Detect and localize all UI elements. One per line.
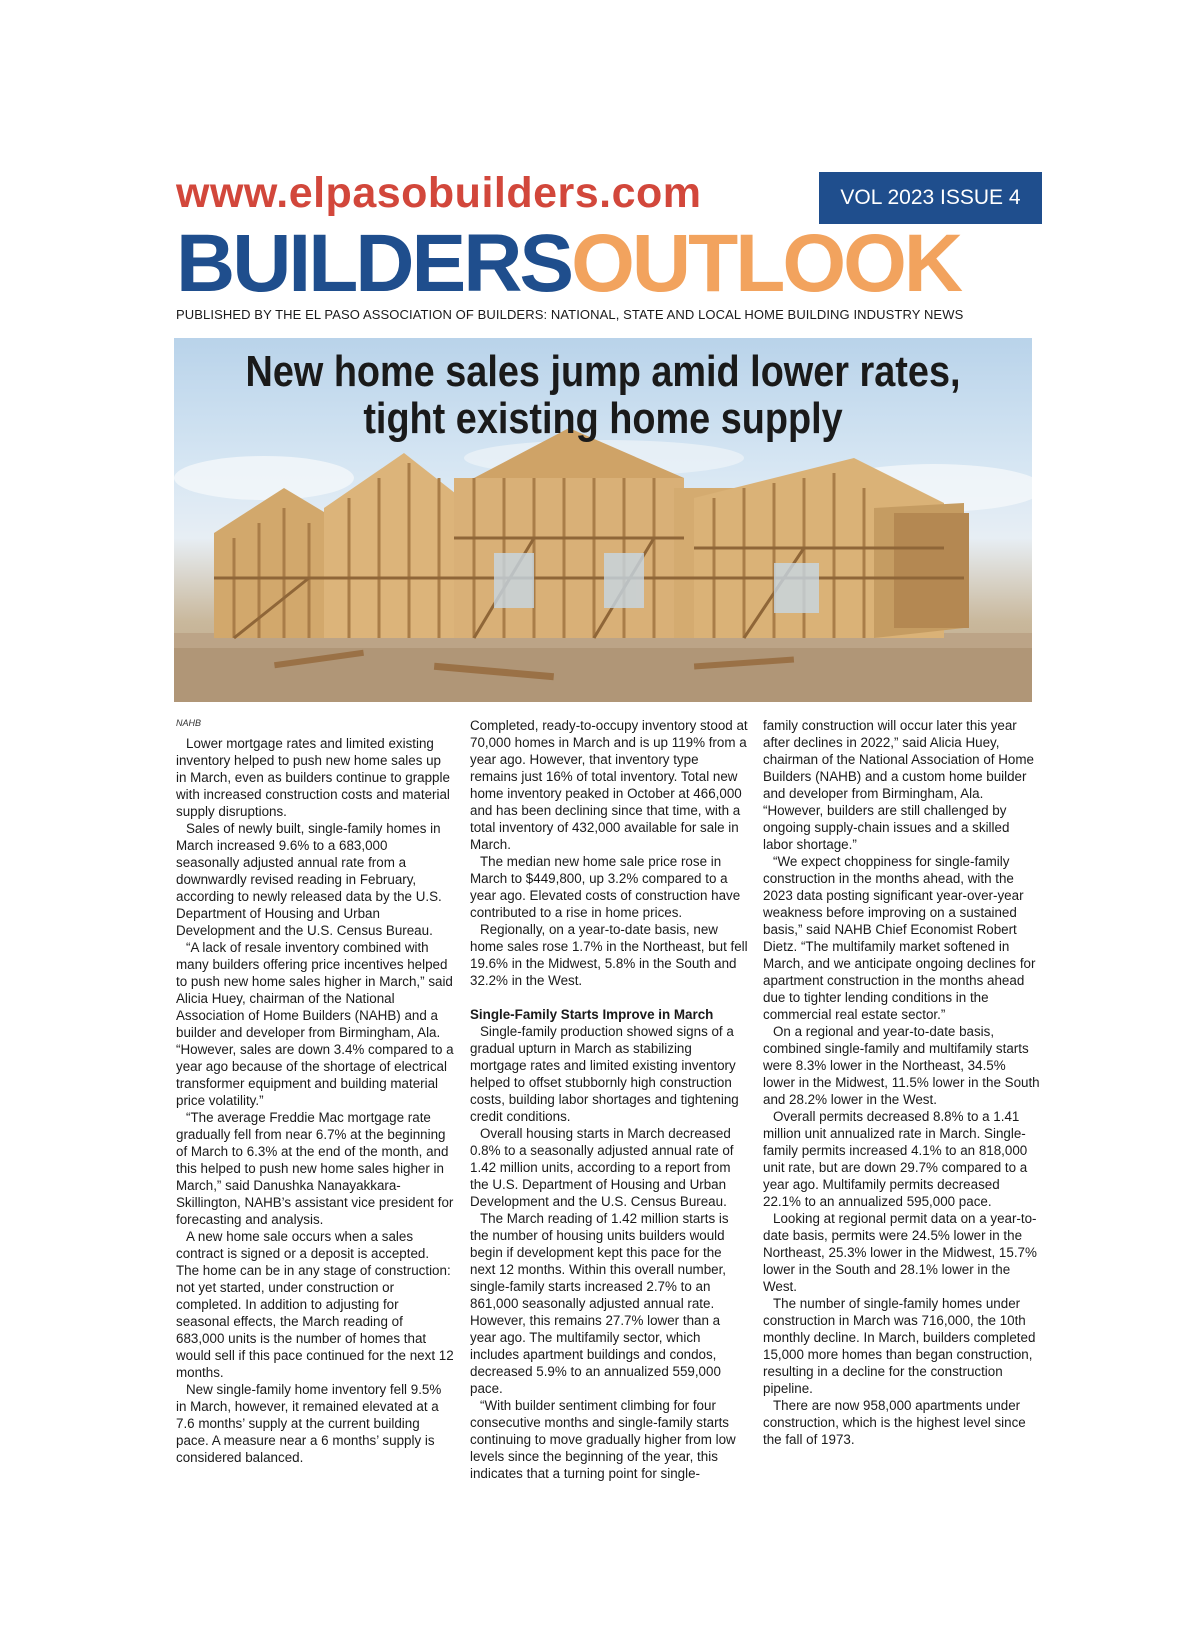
paragraph: “The average Freddie Mac mortgage rate gradually fell from near 6.7% at the beginning of March to 6.3% at the end of the month, and this helped to push new home sales higher in March,” said Danushka Nanayakkara-Skillington, NAHB’s assistant vice president for forecasting and analysis. [176, 1110, 454, 1227]
hero-image [174, 338, 1032, 702]
paragraph: New single-family home inventory fell 9.5% in March, however, it remained elevated at a 7.6 months’ supply at the current building pace. A measure near a 6 months’ supply is considered balanced. [176, 1382, 442, 1465]
paragraph: Overall housing starts in March decreased 0.8% to a seasonally adjusted annual rate of 1.42 million units, according to a report from the U.S. Department of Housing and Urban Development and the U.S. Census Bureau. [470, 1126, 734, 1209]
paragraph: The median new home sale price rose in March to $449,800, up 3.2% compared to a year ago. Elevated costs of construction have contributed to a rise in home prices. [470, 854, 741, 920]
paragraph: Lower mortgage rates and limited existing inventory helped to push new home sales up in March, even as builders continue to grapple with increased construction costs and material supply disruptions. [176, 736, 450, 819]
paragraph: A new home sale occurs when a sales contract is signed or a deposit is accepted. The home can be in any stage of construction: not yet started, under construction or completed. In addition to adjusting for seasonal effects, the March reading of 683,000 units is the number of homes that would sell if this pace continued for the next 12 months. [176, 1229, 454, 1380]
paragraph: Regionally, on a year-to-date basis, new home sales rose 1.7% in the Northeast, but fell 19.6% in the Midwest, 5.8% in the South and 32.2% in the West. [470, 922, 748, 988]
paragraph: On a regional and year-to-date basis, combined single-family and multifamily starts were 8.3% lower in the Northeast, 34.5% lower in the Midwest, 11.5% lower in the South and 28.2% lower in the West. [763, 1024, 1040, 1107]
paragraph: “A lack of resale inventory combined with many builders offering price incentives helped to push new home sales higher in March,” said Alicia Huey, chairman of the National Association of Home Builders (NAHB) and a builder and developer from Birmingham, Ala. “However, sales are down 3.4% compared to a year ago because of the shortage of electrical transformer equipment and building material price volatility.” [176, 940, 454, 1108]
masthead-builders: BUILDERS [176, 218, 572, 309]
headline-line-2: tight existing home supply [363, 394, 843, 443]
publisher-tagline: PUBLISHED BY THE EL PASO ASSOCIATION OF BUILDERS: NATIONAL, STATE AND LOCAL HOME BUILDING INDUSTRY NEWS [176, 307, 964, 322]
headline-line-1: New home sales jump amid lower rates, [245, 347, 961, 396]
paragraph: Looking at regional permit data on a year-to-date basis, permits were 24.5% lower in the Northeast, 25.3% lower in the Midwest, 15.7% lower in the South and 28.1% lower in the West. [763, 1211, 1037, 1294]
masthead-logo [176, 218, 961, 309]
section-subhead: Single-Family Starts Improve in March [470, 1007, 714, 1022]
paragraph: Sales of newly built, single-family homes in March increased 9.6% to a 683,000 seasonally adjusted annual rate from a downwardly revised reading in February, according to newly released data by the U.S. Department of Housing and Urban Development and the U.S. Census Bureau. [176, 821, 442, 938]
paragraph: Single-family production showed signs of a gradual upturn in March as stabilizing mortgage rates and limited existing inventory helped to offset stubbornly high construction costs, building labor shortages and tightening credit conditions. [470, 1024, 739, 1124]
article-column-1 [176, 735, 454, 1466]
article-column-2 [470, 717, 748, 1482]
paragraph: The number of single-family homes under construction in March was 716,000, the 10th monthly decline. In March, builders completed 15,000 more homes than began construction, resulting in a decline for the construction pipeline. [763, 1296, 1036, 1396]
paragraph: “We expect choppiness for single-family construction in the months ahead, with the 2023 data posting significant year-over-year weakness before improving on a sustained basis,” said NAHB Chief Economist Robert Dietz. “The multifamily market softened in March, and we anticipate ongoing declines for apartment construction in the months ahead due to tighter lending conditions in the commercial real estate sector.” [763, 854, 1036, 1022]
paragraph: The March reading of 1.42 million starts is the number of housing units builders would begin if development kept this pace for the next 12 months. Within this overall number, single-family starts increased 2.7% to an 861,000 seasonally adjusted annual rate. However, this remains 27.7% lower than a year ago. The multifamily sector, which includes apartment buildings and condos, decreased 5.9% to an annualized 559,000 pace. [470, 1211, 729, 1396]
issue-badge: VOL 2023 ISSUE 4 [819, 172, 1042, 224]
paragraph: “With builder sentiment climbing for four consecutive months and single-family starts continuing to move gradually higher from low levels since the beginning of the year, this indicates that a turning point for single- [470, 1398, 736, 1481]
paragraph: Overall permits decreased 8.8% to a 1.41 million unit annualized rate in March. Single-family permits increased 4.1% to an 818,000 unit rate, but are down 29.7% compared to a year ago. Multifamily permits decreased 22.1% to an annualized 595,000 pace. [763, 1109, 1028, 1209]
paragraph: Completed, ready-to-occupy inventory stood at 70,000 homes in March and is up 119% from a year ago. However, that inventory type remains just 16% of total inventory. Total new home inventory peaked in October at 466,000 and has been declining since that time, with a total inventory of 432,000 available for sale in March. [470, 718, 748, 852]
masthead-outlook: OUTLOOK [571, 218, 961, 309]
site-url[interactable]: www.elpasobuilders.com [176, 169, 702, 217]
paragraph: There are now 958,000 apartments under construction, which is the highest level since the fall of 1973. [763, 1398, 1026, 1447]
article-column-3 [763, 717, 1041, 1448]
paragraph: family construction will occur later this year after declines in 2022,” said Alicia Huey, chairman of the National Association of Home Builders (NAHB) and a custom home builder and developer from Birmingham, Ala. “However, builders are still challenged by ongoing supply-chain issues and a skilled labor shortage.” [763, 718, 1034, 852]
main-headline [234, 348, 972, 442]
photo-credit: NAHB [176, 718, 202, 728]
